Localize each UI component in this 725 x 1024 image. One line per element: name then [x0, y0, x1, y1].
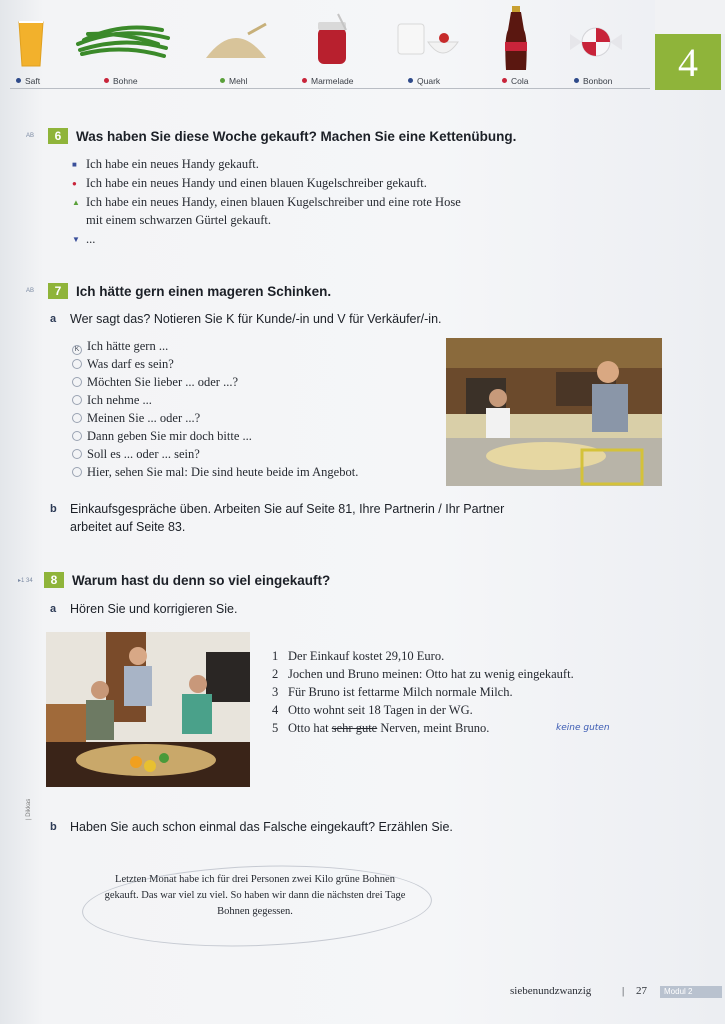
exercise-title: Warum hast du denn so viel eingekauft?: [72, 572, 331, 588]
page-number: 27: [636, 985, 647, 997]
food-label-saft: Saft: [16, 76, 40, 86]
marker-dot: [16, 78, 21, 83]
strip-divider: [10, 88, 650, 89]
option-4[interactable]: Ich nehme ...: [72, 391, 152, 409]
marker-dot: [574, 78, 579, 83]
subtask-b-instruction: Haben Sie auch schon einmal das Falsche eingekauft? Erzählen Sie.: [70, 820, 453, 834]
statement-2: 2 Jochen und Bruno meinen: Otto hat zu wenig eingekauft.: [272, 667, 574, 681]
marker-dot: [104, 78, 109, 83]
chapter-number-tab: 4: [655, 34, 721, 90]
marker-dot: [408, 78, 413, 83]
marker-dot: [302, 78, 307, 83]
exercise-number: 7: [48, 283, 68, 299]
speech-bubble-text: Letzten Monat habe ich für drei Personen zwei Kilo grüne Bohnen gekauft. Das war viel zu viel. So haben wir dann die nächsten drei Tage Bohnen gegessen.: [104, 874, 406, 917]
food-label-marmelade: Marmelade: [302, 76, 354, 86]
quark-bowl-icon: [394, 4, 464, 72]
food-label-quark: Quark: [408, 76, 440, 86]
food-label-bonbon: Bonbon: [574, 76, 612, 86]
statement-4: 4 Otto wohnt seit 18 Tagen in der WG.: [272, 703, 473, 717]
subtask-b-instruction-1: Einkaufsgespräche üben. Arbeiten Sie auf Seite 81, Ihre Partnerin / Ihr Partner: [70, 502, 505, 516]
radio-button[interactable]: K: [72, 345, 82, 355]
subtask-b-instruction-2: arbeitet auf Seite 83.: [70, 520, 186, 534]
exercise-number: 8: [44, 572, 64, 588]
subtask-a-instruction: Hören Sie und korrigieren Sie.: [70, 602, 238, 616]
exercise-title: Ich hätte gern einen mageren Schinken.: [76, 283, 332, 299]
radio-button[interactable]: [72, 467, 82, 477]
exercise-8-heading: [18, 572, 330, 588]
food-vocabulary-strip: [0, 0, 655, 92]
chain-line-4: ▼ ...: [72, 230, 95, 249]
chain-line-3-cont: mit einem schwarzen Gürtel gekauft.: [86, 213, 271, 227]
statement-5: 5 Otto hat sehr gute Nerven, meint Bruno.: [272, 721, 490, 735]
option-1[interactable]: K Ich hätte gern ...: [72, 337, 168, 355]
jam-jar-icon: [312, 4, 352, 72]
square-marker: ■: [72, 160, 77, 169]
chain-line-2: ● Ich habe ein neues Handy und einen blauen Kugelschreiber gekauft.: [72, 174, 427, 193]
option-2[interactable]: Was darf es sein?: [72, 355, 174, 373]
subtask-letter: a: [50, 603, 57, 615]
workbook-ref: AB: [26, 133, 35, 139]
food-label-bohne: Bohne: [104, 76, 138, 86]
deli-counter-photo: [446, 338, 662, 486]
radio-button[interactable]: [72, 377, 82, 387]
workbook-ref: AB: [26, 288, 35, 294]
flour-pile-icon: [200, 4, 272, 72]
chain-line-3: ▲ Ich habe ein neues Handy, einen blauen Kugelschreiber und eine rote Hose: [72, 193, 461, 212]
radio-button[interactable]: [72, 449, 82, 459]
page-number-word: siebenundzwanzig: [510, 985, 592, 997]
statement-3: 3 Für Bruno ist fettarme Milch normale Milch.: [272, 685, 513, 699]
exercise-number: 6: [48, 128, 68, 144]
marker-dot: [220, 78, 225, 83]
radio-button[interactable]: [72, 431, 82, 441]
radio-button[interactable]: [72, 359, 82, 369]
option-7[interactable]: Soll es ... oder ... sein?: [72, 445, 200, 463]
chain-line-1: ■ Ich habe ein neues Handy gekauft.: [72, 155, 259, 174]
exercise-6-heading: [26, 128, 516, 144]
option-6[interactable]: Dann geben Sie mir doch bitte ...: [72, 427, 252, 445]
option-8[interactable]: Hier, sehen Sie mal: Die sind heute beide im Angebot.: [72, 463, 358, 481]
food-label-cola: Cola: [502, 76, 528, 86]
marker-dot: [502, 78, 507, 83]
down-triangle-marker: ▼: [72, 235, 80, 244]
subtask-letter: a: [50, 313, 57, 325]
kitchen-photo: [46, 632, 250, 787]
candy-icon: [566, 4, 626, 72]
subtask-a-instruction: Wer sagt das? Notieren Sie K für Kunde/-in und V für Verkäufer/-in.: [70, 312, 442, 326]
cola-bottle-icon: [498, 4, 534, 72]
module-tag: Modul 2: [660, 986, 722, 998]
audio-track-ref: ▸1 34: [18, 577, 33, 584]
option-3[interactable]: Möchten Sie lieber ... oder ...?: [72, 373, 238, 391]
statement-1: 1 Der Einkauf kostet 29,10 Euro.: [272, 649, 445, 663]
option-5[interactable]: Meinen Sie ... oder ...?: [72, 409, 200, 427]
radio-button[interactable]: [72, 395, 82, 405]
food-label-mehl: Mehl: [220, 76, 247, 86]
photo-credit: | Dikkas: [26, 798, 32, 820]
juice-glass-icon: [14, 4, 48, 72]
footer-separator: |: [622, 985, 625, 997]
struck-text: sehr gute: [331, 721, 378, 735]
green-beans-icon: [72, 4, 174, 72]
triangle-marker: ▲: [72, 198, 80, 207]
tab-backdrop: [655, 0, 725, 34]
subtask-letter: b: [50, 821, 57, 833]
handwritten-correction: keine guten: [556, 723, 610, 733]
radio-button[interactable]: [72, 413, 82, 423]
exercise-7-heading: [26, 283, 331, 299]
subtask-letter: b: [50, 503, 57, 515]
exercise-title: Was haben Sie diese Woche gekauft? Machen Sie eine Kettenübung.: [76, 128, 517, 144]
circle-marker: ●: [72, 179, 77, 188]
